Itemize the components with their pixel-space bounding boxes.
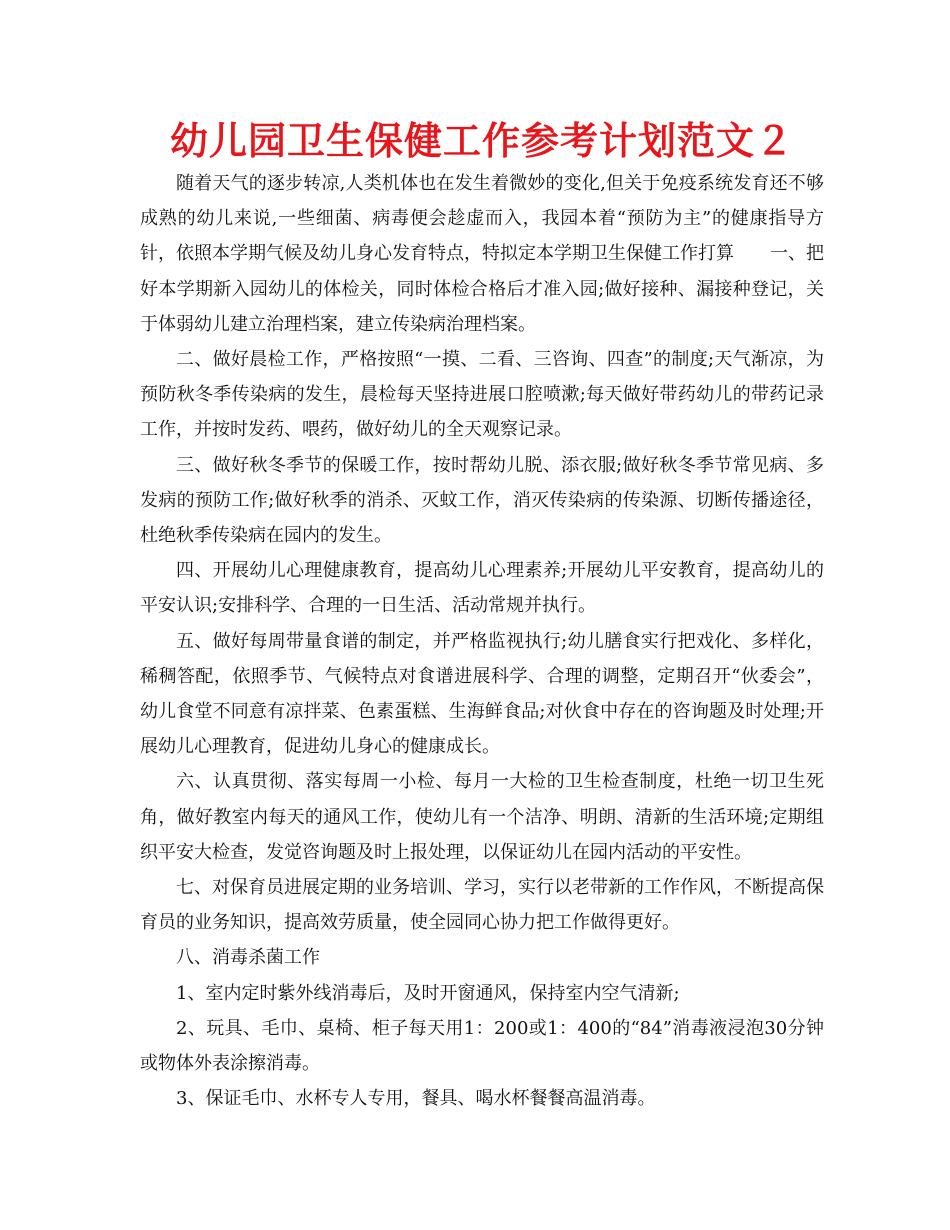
paragraph-4: 四、开展幼儿心理健康教育，提高幼儿心理素养;开展幼儿平安教育，提高幼儿的平安认识;安排科学、合理的一日生活、活动常规并执行。 (140, 560, 824, 617)
paragraph-8-item-3: 3、保证毛巾、水杯专人专用，餐具、喝水杯餐餐高温消毒。 (176, 1088, 656, 1110)
document-title: 幼儿园卫生保健工作参考计划范文２ (169, 119, 794, 163)
paragraph-8-item-1: 1、室内定时紫外线消毒后，及时开窗通风，保持室内空气清新; (176, 982, 680, 1004)
paragraph-2: 二、做好晨检工作，严格按照“一摸、二看、三咨询、四查”的制度;天气渐凉，为预防秋冬季传染病的发生，晨检每天坚持进展口腔喷漱;每天做好带药幼儿的带药记录工作，并按时发药、喂药，做好幼儿的全天观察记录。 (140, 349, 824, 441)
paragraph-5: 五、做好每周带量食谱的制定，并严格监视执行;幼儿膳食实行把戏化、多样化，稀稠答配，依照季节、气候特点对食谱进展科学、合理的调整，定期召开“伙委会”，幼儿食堂不同意有凉拌菜、色素蛋糕、生海鲜食品;对伙食中存在的咨询题及时处理;开展幼儿心理教育，促进幼儿身心的健康成长。 (140, 630, 824, 758)
document-page (140, 118, 824, 1116)
paragraph-8-item-2: 2、玩具、毛巾、桌椅、柜子每天用1：200或1：400的“84”消毒液浸泡30分钟或物体外表涂擦消毒。 (140, 1017, 824, 1075)
paragraph-3: 三、做好秋冬季节的保暖工作，按时帮幼儿脱、添衣服;做好秋冬季节常见病、多发病的预防工作;做好秋季的消杀、灭蚊工作，消灭传染病的传染源、切断传播途径，杜绝秋季传染病在园内的发生。 (140, 454, 824, 547)
paragraph-7: 七、对保育员进展定期的业务培训、学习，实行以老带新的工作作风，不断提高保育员的业务知识，提高效劳质量，使全园同心协力把工作做得更好。 (140, 877, 824, 934)
paragraph-intro: 随着天气的逐步转凉,人类机体也在发生着微妙的变化,但关于免疫系统发育还不够成熟的幼儿来说,一些细菌、病毒便会趁虚而入，我园本着“预防为主”的健康指导方针，依照本学期气候及幼儿身心发育特点，特拟定本学期卫生保健工作打算 一、把好本学期新入园幼儿的体检关，同时体检合格后才准入园;做好接种、漏接种登记，关于体弱幼儿建立治理档案，建立传染病治理档案。 (140, 173, 824, 335)
paragraph-8-heading: 八、消毒杀菌工作 (176, 947, 320, 969)
paragraph-6: 六、认真贯彻、落实每周一小检、每月一大检的卫生检查制度，杜绝一切卫生死角，做好教室内每天的通风工作，使幼儿有一个洁净、明朗、清新的生活环境;定期组织平安大检查，发觉咨询题及时上报处理，以保证幼儿在园内活动的平安性。 (140, 771, 824, 863)
